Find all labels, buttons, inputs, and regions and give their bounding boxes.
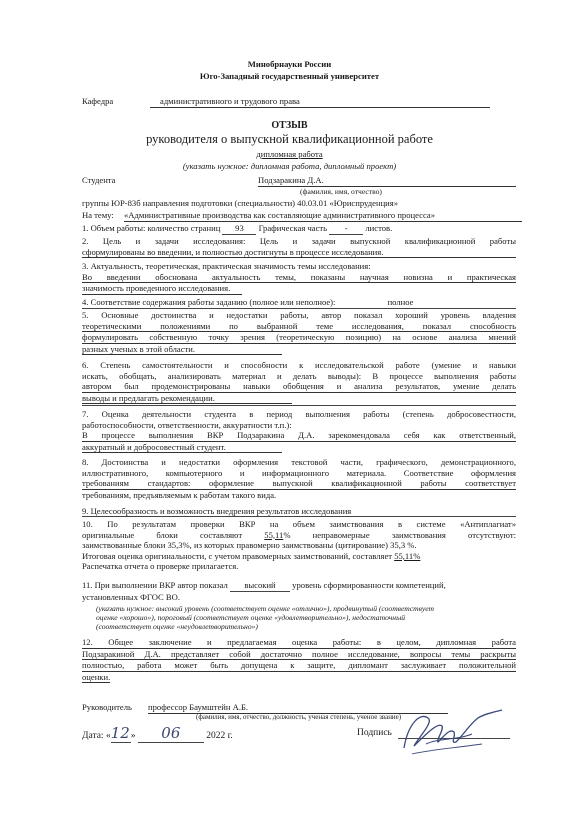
item-9-divider [82, 516, 516, 517]
signature-label: Подпись [357, 728, 392, 738]
item-4: 4. Соответствие содержания работы заданию (полное или неполное): полное [82, 297, 414, 307]
kafedra-label: Кафедра [82, 96, 114, 106]
supervisor-label: Руководитель [82, 702, 132, 712]
work-type-hint: (указать нужное: дипломная работа, дипломный проект) [182, 161, 397, 171]
item-11-hint: (указать нужное: высокий уровень (соответствует оценке «отлично»), продвинутый (соответствует оценке «хорошо»), пороговый (соответствует оценке «удовлетворительно»), недостаточный (соответствует оценке «неудовлетворительно») [96, 604, 435, 632]
ministry: Минобрнауки России [247, 59, 332, 69]
topic-value: «Административные производства как составляющие административного процесса» [124, 210, 522, 222]
date-field: Дата: «12» 06 2022 г. [82, 724, 233, 742]
item-6: 6. Степень самостоятельности и способности к исследовательской работе (умение и навыки искать, обобщать, анализировать материал и делать выводы): В процессе выполнения работы автором был продемонстрированы навыки обобщения и анализа результатов, умение делать выводы и предлагать рекомендации. [82, 360, 516, 403]
item-3: 3. Актуальность, теоретическая, практическая значимость темы исследования: Во введении обоснована актуальность темы, показаны научная новизна и практическая значимость проведенного исследования. [82, 261, 516, 294]
supervisor-hint: (фамилия, имя, отчество, должность, ученая степень, ученое звание) [196, 713, 402, 721]
university-name: Юго-Западный государственный университет [199, 71, 380, 81]
signature-image [398, 704, 508, 760]
group-line: группы ЮР-83б направления подготовки (специальности) 40.03.01 «Юриспруденция» [82, 198, 399, 208]
item-12: 12. Общее заключение и предлагаемая оценка работы: в целом, дипломная работа Подзаракиной Д.А. представляет собой достаточно полное исследование, вопросы темы раскрыты полностью, работа может быть допущена к защите, дипломант заслуживает положительной оценки. [82, 637, 516, 682]
item-7: 7. Оценка деятельности студента в период выполнения работы (степень добросовестности, работоспособности, ответственности, аккуратности т.п.): В процессе выполнения ВКР Подзаракина Д.А. зарекомендовала себя как ответственный, аккуратный и добросовестный студент. [82, 409, 516, 452]
supervisor-name: профессор Баумштейн А.Б. [148, 702, 448, 714]
item-8: 8. Достоинства и недостатки оформления текстовой части, графического, демонстрационного, иллюстративного, компьютерного и информационного материала. Соответствие оформления требованиям стандартов: оформление выпускной квалификационной работы соответствует требованиям, предъявляемым к работам такого вида. [82, 457, 516, 500]
work-type: дипломная работа [256, 149, 323, 159]
item-5: 5. Основные достоинства и недостатки работы, автор показал хороший уровень владения теоретическими положениями по выбранной теме исследования, показал способность формулировать собственную точку зрения (теоретическую позицию) на основе анализа мнений разных ученых в этой области. [82, 310, 516, 354]
student-label: Студента [82, 175, 116, 185]
item-6-divider [82, 405, 516, 406]
student-hint: (фамилия, имя, отчество) [300, 187, 382, 196]
student-name: Подзаракина Д.А. [258, 175, 516, 187]
doc-subtitle: руководителя о выпускной квалификационной работе [146, 132, 433, 146]
item-4-divider [82, 308, 516, 309]
item-10: 10. По результатам проверки ВКР на объем заимствования в системе «Антиплагиат» оригинальные блоки составляют 55,11% неправомерные заимствования отсутствуют: заимствованные блоки 35,3%, из которых правомерно заимствованы (цитирование) 35,3 %. Итоговая оценка оригинальности, с учетом правомерных заимствований, составляет 55,11% Распечатка отчета о проверке прилагается. [82, 519, 516, 572]
topic-label: На тему: [82, 210, 114, 220]
item-9: 9. Целесообразность и возможность внедрения результатов исследования [82, 506, 352, 516]
item-2: 2. Цель и задачи исследования: Цель и задачи выпускной квалификационной работы сформулированы во введении, и полностью достигнуты в процессе исследования. [82, 236, 516, 257]
kafedra-value: административного и трудового права [150, 96, 490, 108]
doc-title: ОТЗЫВ [271, 120, 308, 131]
item-1: 1. Объем работы: количество страниц 93 Графическая часть - листов. [82, 223, 393, 233]
item-11: 11. При выполнении ВКР автор показал высокий уровень сформированности компетенций, [82, 580, 446, 590]
item-11-fgos: установленных ФГОС ВО. [82, 592, 180, 602]
